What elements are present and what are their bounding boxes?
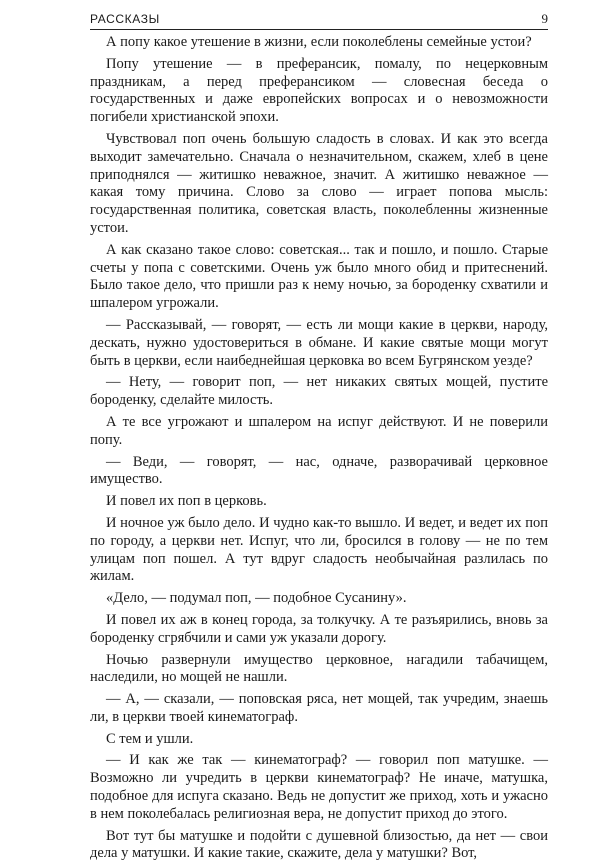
paragraph: И повел их аж в конец города, за толкучку. А те разъярились, вновь за бороденку сгрябчили и сами уж указали дорогу. [90, 611, 548, 646]
paragraph: — И как же так — кинематограф? — говорил поп матушке. — Возможно ли учредить в церкви кинематограф? Не иначе, матушка, подобное для испуга сказано. Ведь не допустит же приход, хоть и ужасно в нем поколебалась религиозная вера, не допустит приход до этого. [90, 752, 548, 822]
paragraph: А попу какое утешение в жизни, если поколеблены семейные устои? [106, 34, 532, 50]
paragraph: И повел их поп в церковь. [106, 493, 267, 510]
paragraph: Ночью развернули имущество церковное, нагадили табачищем, наследили, но мощей не нашли. [90, 651, 548, 686]
paragraph: — Нету, — говорит поп, — нет никаких святых мощей, пустите бороденку, сделайте милость. [90, 374, 548, 409]
paragraph: Чувствовал поп очень большую сладость в словах. И как это всегда выходит замечательно. Сначала о незначительном, скажем, хлеб в цене приподнялся — житишко неважное, значит. А житишко неважное — какая тому причина. Слово за слово — играет попова мысль: государственная политика, советская власть, поколебленны жизненные устои. [90, 130, 548, 236]
body-text [90, 34, 548, 867]
running-header [90, 11, 548, 30]
paragraph: — А, — сказали, — поповская ряса, нет мощей, так учредим, знаешь ли, в церкви твоей кинематограф. [90, 691, 548, 725]
paragraph: С тем и ушли. [106, 730, 194, 747]
paragraph: — Рассказывай, — говорят, — есть ли мощи какие в церкви, народу, дескать, нужно удостовериться в обмане. И какие святые мощи могут быть в церкви, если наибеднейшая церковка во всем Бугрянском уезде? [90, 316, 548, 369]
paragraph: «Дело, — подумал поп, — подобное Сусанину». [106, 590, 407, 607]
section-title: РАССКАЗЫ [90, 12, 160, 26]
page-number: 9 [541, 11, 548, 26]
paragraph: И ночное уж было дело. И чудно как-то вышло. И ведет, и ведет их поп по городу, а церкви нет. Испуг, что ли, бросился в голову — не по тем улицам поп пошел. А тут вдруг сладость необычайная разлилась по жилам. [90, 514, 548, 585]
paragraph: Вот тут бы матушке и подойти с душевной близостью, да нет — свои дела у матушки. И какие такие, скажите, дела у матушки? Вот, [90, 827, 548, 862]
paragraph: — Веди, — говорят, — нас, одначе, разворачивай церковное имущество. [90, 453, 548, 488]
paragraph: А как сказано такое слово: советская... так и пошло, и пошло. Старые счеты у попа с советскими. Очень уж было много обид и притеснений. Было такое дело, что пришли раз к нему ночью, за бороденку схватили и шпалером угрожали. [90, 241, 548, 312]
paragraph: Попу утешение — в преферансик, помалу, по нецерковным праздникам, а перед преферансиком — словесная беседа о государственных и даже европейских вопросах и о невозможности погибели христианской эпохи. [90, 55, 548, 126]
paragraph: А те все угрожают и шпалером на испуг действуют. И не поверили попу. [90, 413, 548, 448]
